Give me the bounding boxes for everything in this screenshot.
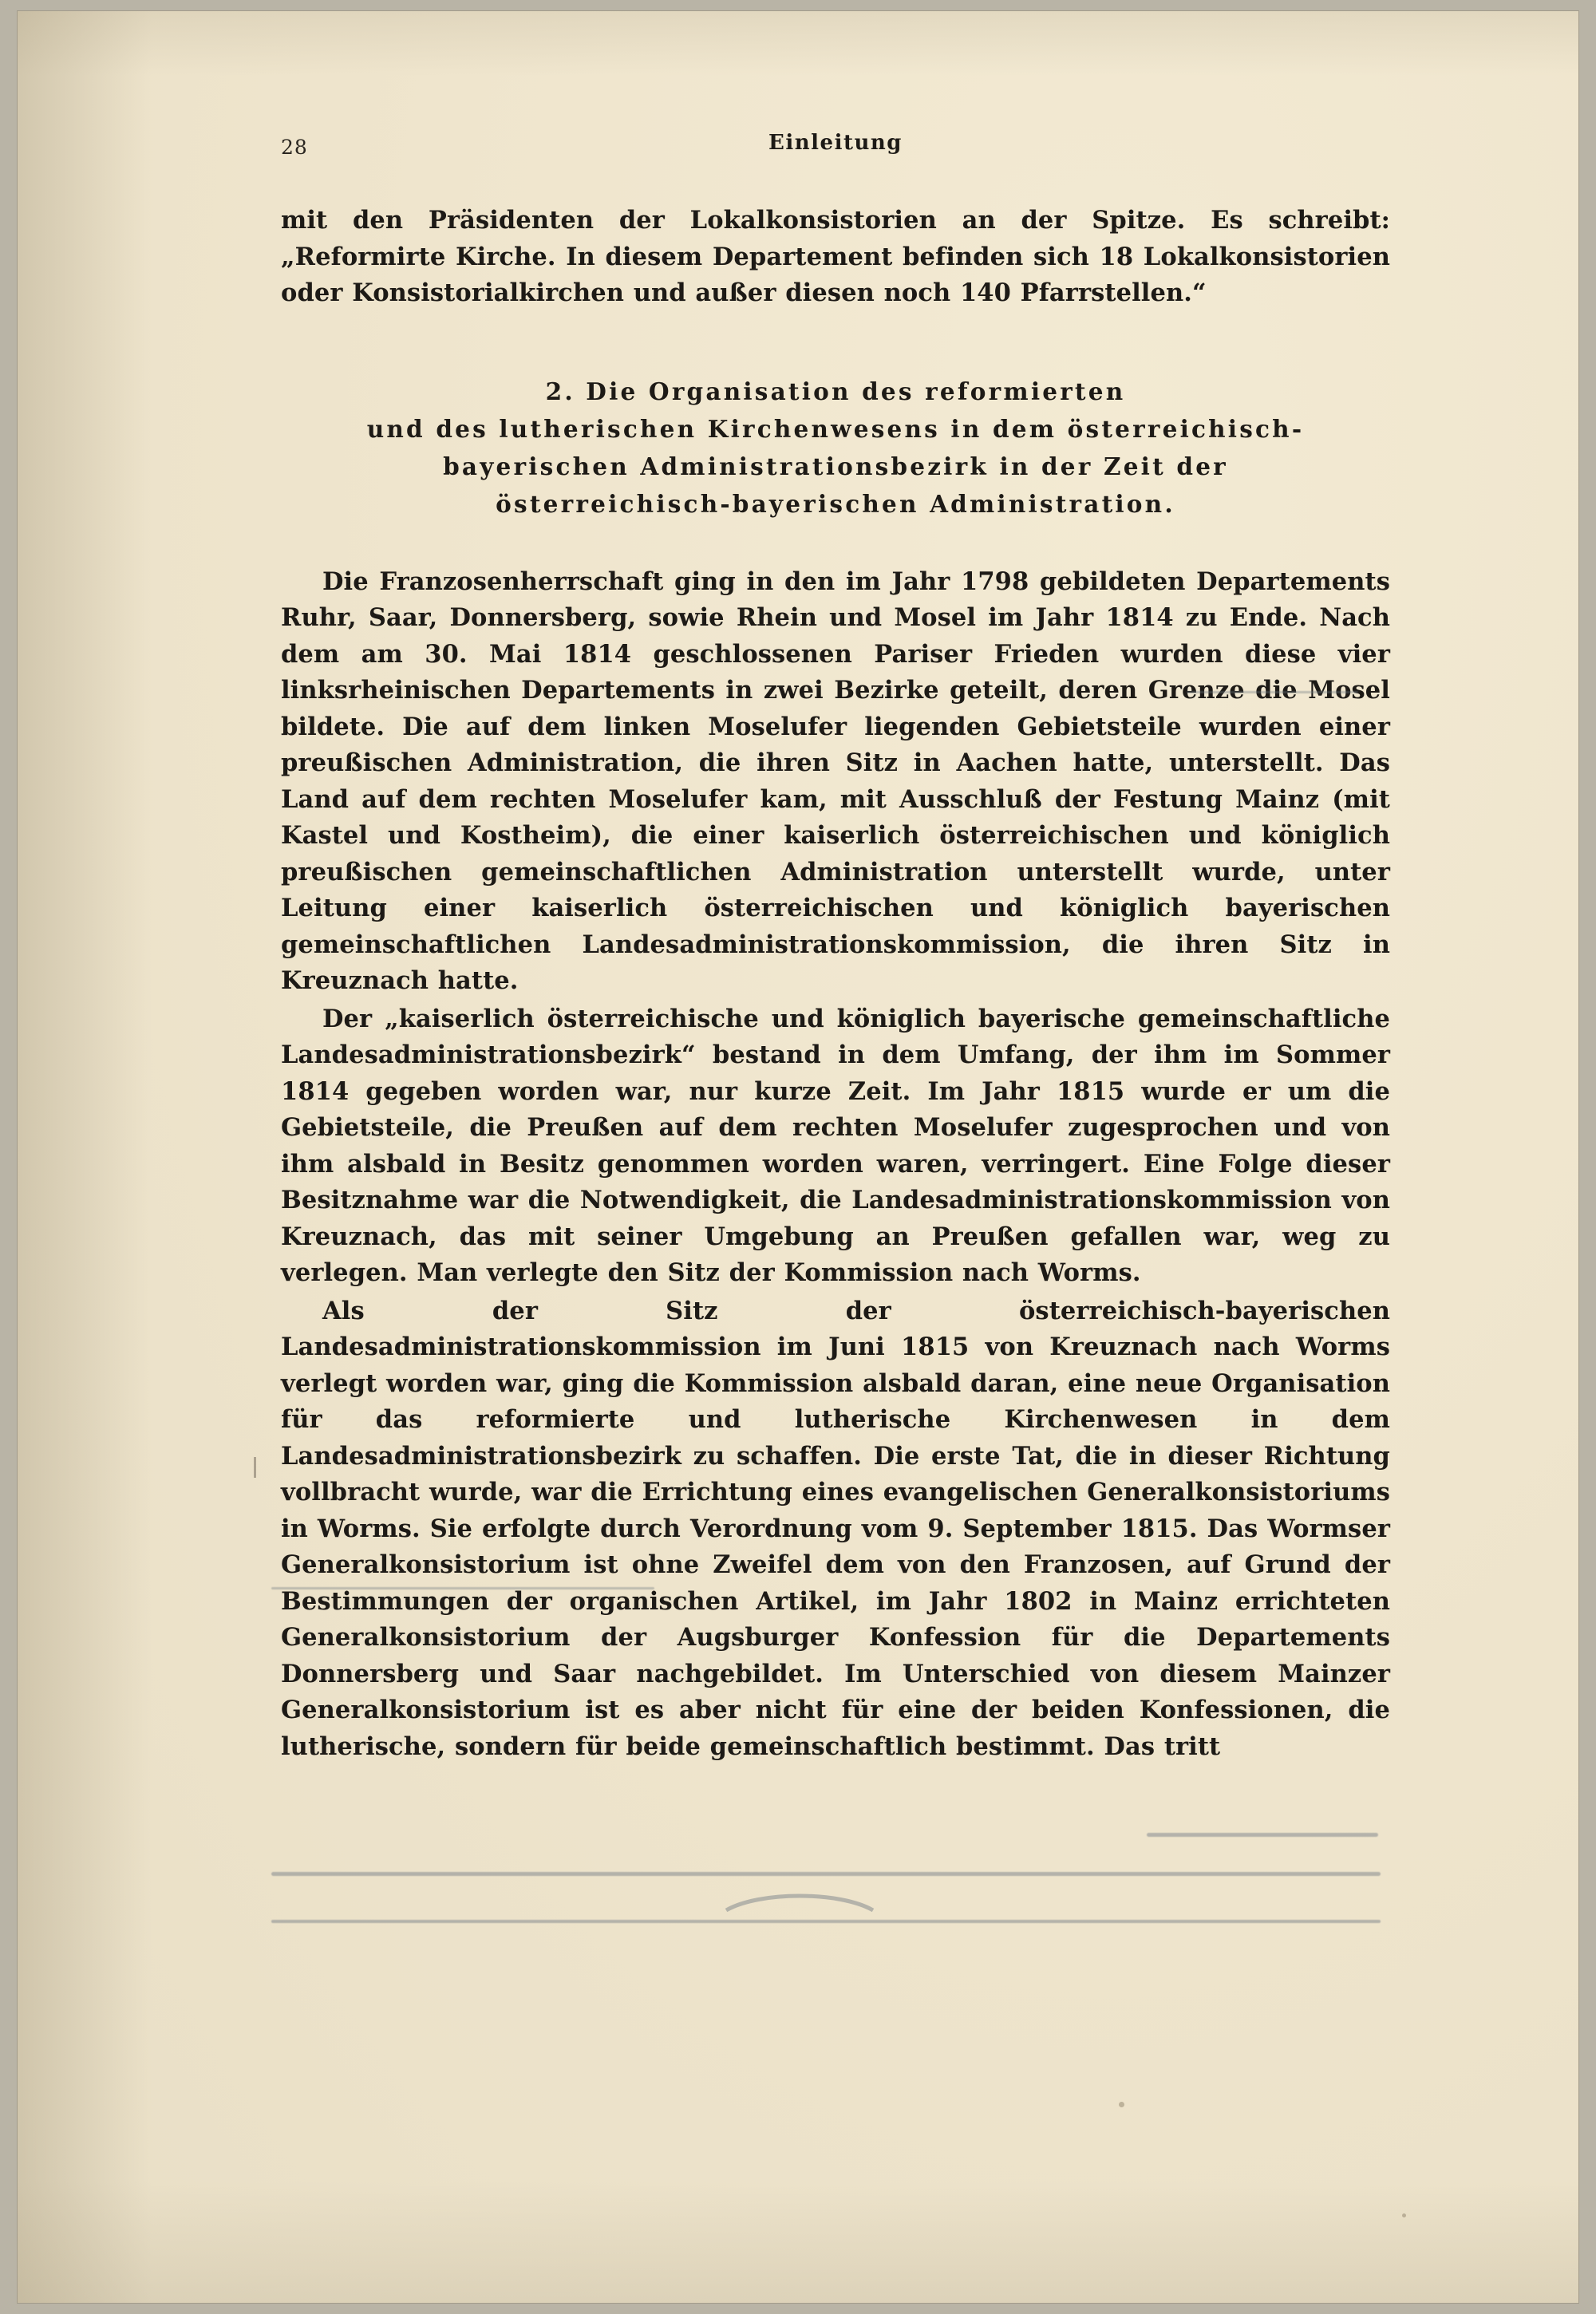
pencil-underline-unterschied <box>1147 1833 1378 1837</box>
paragraph-4: Als der Sitz der österreichisch-bayerischen Landesadministrationskommission im Juni 1815 von Kreuznach nach Worms verlegt worden war, ging die Kommission alsbald daran, eine neue Organisation für das reformierte und lutherische Kirchenwesen in dem Landesadministrationsbezirk zu schaffen. Die erste Tat, die in dieser Richtung vollbracht wurde, war die Errichtung eines evangelischen Generalkonsistoriums in Worms. Sie erfolgte durch Verordnung vom 9. September 1815. Das Wormser Generalkonsistorium ist ohne Zweifel dem von den Franzosen, auf Grund der Bestimmungen der organischen Artikel, im Jahr 1802 in Mainz errichteten Generalkonsistorium der Augsburger Konfession für die Departements Donnersberg und Saar nachgebildet. Im Unterschied von diesem Mainzer Generalkonsistorium ist es aber nicht für eine der beiden Konfessionen, die lutherische, sondern für beide gemeinschaftlich bestimmt. Das tritt <box>281 1296 1390 1761</box>
pencil-underline-lower <box>271 1920 1381 1923</box>
paper-speck-2 <box>1402 2213 1406 2217</box>
section-heading <box>281 373 1390 523</box>
page-edge-shading-top <box>18 11 1578 83</box>
page-edge-shading-left <box>18 11 185 2303</box>
paragraph-2: Die Franzosenherrschaft ging in den im Jahr 1798 gebildeten Departements Ruhr, Saar, Donnersberg, sowie Rhein und Mosel im Jahr 1814 zu Ende. Nach dem am 30. Mai 1814 geschlossenen Pariser Frieden wurden diese vier linksrheinischen Departements in zwei Bezirke geteilt, deren Grenze die Mosel bildete. Die auf dem linken Moselufer liegenden Gebietsteile wurden einer preußischen Administration, die ihren Sitz in Aachen hatte, unterstellt. Das Land auf dem rechten Moselufer kam, mit Ausschluß der Festung Mainz (mit Kastel und Kostheim), die einer kaiserlich österreichischen und königlich preußischen gemeinschaftlichen Administration unterstellt wurde, unter Leitung einer kaiserlich österreichischen und königlich bayerischen gemeinschaftlichen Landesadministrationskommission, die ihren Sitz in Kreuznach hatte. <box>281 567 1390 995</box>
section-heading-line-4: österreichisch-bayerischen Administration. <box>496 489 1175 518</box>
running-head <box>281 131 1390 168</box>
section-heading-line-1: 2. Die Organisation des reformierten <box>545 377 1126 405</box>
scanned-page <box>18 11 1578 2303</box>
paper-speck-1 <box>1119 2102 1124 2107</box>
paragraph-3: Der „kaiserlich österreichische und königlich bayerische gemeinschaftliche Landesadministrationsbezirk“ bestand in dem Umfang, der ihm im Sommer 1814 gegeben worden war, nur kurze Zeit. Im Jahr 1815 wurde er um die Gebietsteile, die Preußen auf dem rechten Moselufer zugesprochen und von ihm alsbald in Besitz genommen worden waren, verringert. Eine Folge dieser Besitznahme war die Notwendigkeit, die Landesadministrationskommission von Kreuznach, das mit seiner Umgebung an Preußen gefallen war, weg zu verlegen. Man verlegte den Sitz der Kommission nach Worms. <box>281 1004 1390 1287</box>
text-column <box>281 131 1390 1767</box>
pencil-underline-konfessionen <box>271 1872 1381 1876</box>
margin-tick-mark <box>254 1457 256 1478</box>
section-heading-line-3: bayerischen Administrationsbezirk in der Zeit der <box>443 452 1228 480</box>
running-head-title: Einleitung <box>768 131 903 155</box>
page-number: 28 <box>281 136 308 159</box>
pencil-curve-mark <box>720 1886 879 1934</box>
section-heading-line-2: und des lutherischen Kirchenwesens in dem österreichisch- <box>366 414 1305 443</box>
paragraph-1: mit den Präsidenten der Lokalkonsistorien an der Spitze. Es schreibt: „Reformirte Kirche. In diesem Departement befinden sich 18 Lokalkonsistorien oder Konsistorialkirchen und außer diesen noch 140 Pfarrstellen.“ <box>281 206 1390 307</box>
page-edge-shading-bottom <box>18 2159 1578 2303</box>
